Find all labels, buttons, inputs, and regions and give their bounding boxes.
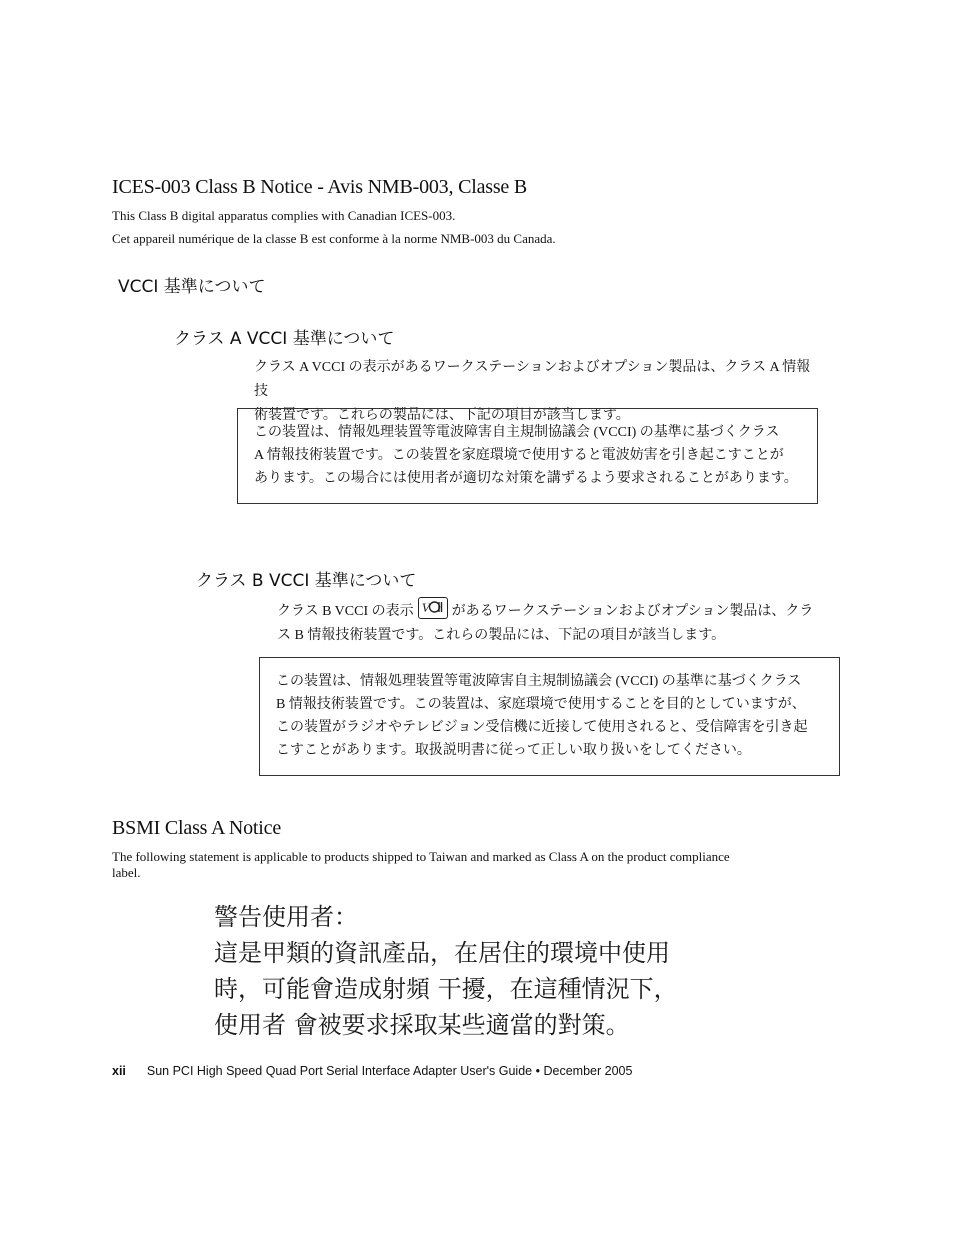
ices-heading: ICES-003 Class B Notice - Avis NMB-003, Classe B	[112, 176, 528, 198]
vcci-class-b-paragraph-text: があるワークステーションおよびオプション製品は、クラ	[451, 604, 814, 619]
vcci-class-b-notice-line: B 情報技術装置です。この装置は、家庭環境で使用することを目的としていますが、	[276, 697, 806, 712]
page-footer	[112, 1064, 632, 1078]
bsmi-warning-line: 時，可能會造成射頻 干擾，在這種情況下，	[214, 975, 678, 1003]
ices-french-statement: Cet appareil numérique de la classe B est conforme à la norme NMB-003 du Canada.	[112, 231, 556, 246]
vcci-class-b-notice-box	[259, 657, 840, 776]
vcci-class-a-notice-text	[254, 421, 809, 490]
bsmi-statement-line: label.	[112, 865, 141, 880]
ices-english-statement: This Class B digital apparatus complies with Canadian ICES-003.	[112, 208, 456, 223]
vcci-class-b-heading: クラス B VCCI 基準について	[196, 571, 417, 591]
vcci-class-a-notice-line: A 情報技術装置です。この装置を家庭環境で使用すると電波妨害を引き起こすことが	[254, 448, 784, 463]
bsmi-statement-line: The following statement is applicable to products shipped to Taiwan and marked as Class A on the product compliance	[112, 849, 730, 864]
bsmi-warning-line: 警告使用者：	[214, 903, 358, 931]
vcci-class-b-notice-line: この装置がラジオやテレビジョン受信機に近接して使用されると、受信障害を引き起	[276, 720, 808, 735]
bsmi-warning-line: 這是甲類的資訊產品，在居住的環境中使用	[214, 939, 670, 967]
vcci-class-a-paragraph-line: 術装置です。これらの製品には、下記の項目が該当します。	[254, 408, 630, 423]
footer-book-title: Sun PCI High Speed Quad Port Serial Interface Adapter User's Guide	[146, 1064, 533, 1078]
vcci-class-a-heading: クラス A VCCI 基準について	[174, 329, 395, 349]
vcci-class-a-notice-line: あります。この場合には使用者が適切な対策を講ずるよう要求されることがあります。	[254, 471, 798, 486]
footer-bullet: •	[535, 1064, 540, 1078]
bsmi-statement	[112, 849, 832, 881]
vcci-class-b-notice-text	[276, 670, 831, 762]
vcci-heading: VCCI 基準について	[118, 277, 266, 297]
bsmi-warning-text	[214, 899, 678, 1043]
bsmi-warning-line: 使用者 會被要求採取某些適當的對策。	[214, 1011, 630, 1039]
vcci-class-a-notice-line: この装置は、情報処理装置等電波障害自主規制協議会 (VCCI) の基準に基づくクラス	[254, 425, 780, 440]
vcci-class-b-paragraph-line: ス B 情報技術装置です。これらの製品には、下記の項目が該当します。	[277, 628, 726, 643]
svg-text:V: V	[421, 601, 430, 615]
page-number: xii	[112, 1064, 126, 1078]
vcci-class-b-notice-line: この装置は、情報処理装置等電波障害自主規制協議会 (VCCI) の基準に基づくクラス	[276, 674, 802, 689]
vcci-class-a-paragraph-line: クラス A VCCI の表示があるワークステーションおよびオプション製品は、クラス A 情報技	[254, 360, 811, 399]
vcci-mark-icon	[418, 597, 448, 619]
vcci-class-b-notice-line: こすことがあります。取扱説明書に従って正しい取り扱いをしてください。	[276, 743, 751, 758]
vcci-class-b-paragraph	[277, 597, 837, 648]
vcci-class-a-notice-box	[237, 408, 818, 504]
vcci-class-b-paragraph-text: クラス B VCCI の表示	[277, 604, 414, 619]
vcci-class-b-paragraph-line	[277, 597, 837, 624]
bsmi-heading: BSMI Class A Notice	[112, 817, 281, 839]
footer-date: December 2005	[543, 1064, 633, 1078]
